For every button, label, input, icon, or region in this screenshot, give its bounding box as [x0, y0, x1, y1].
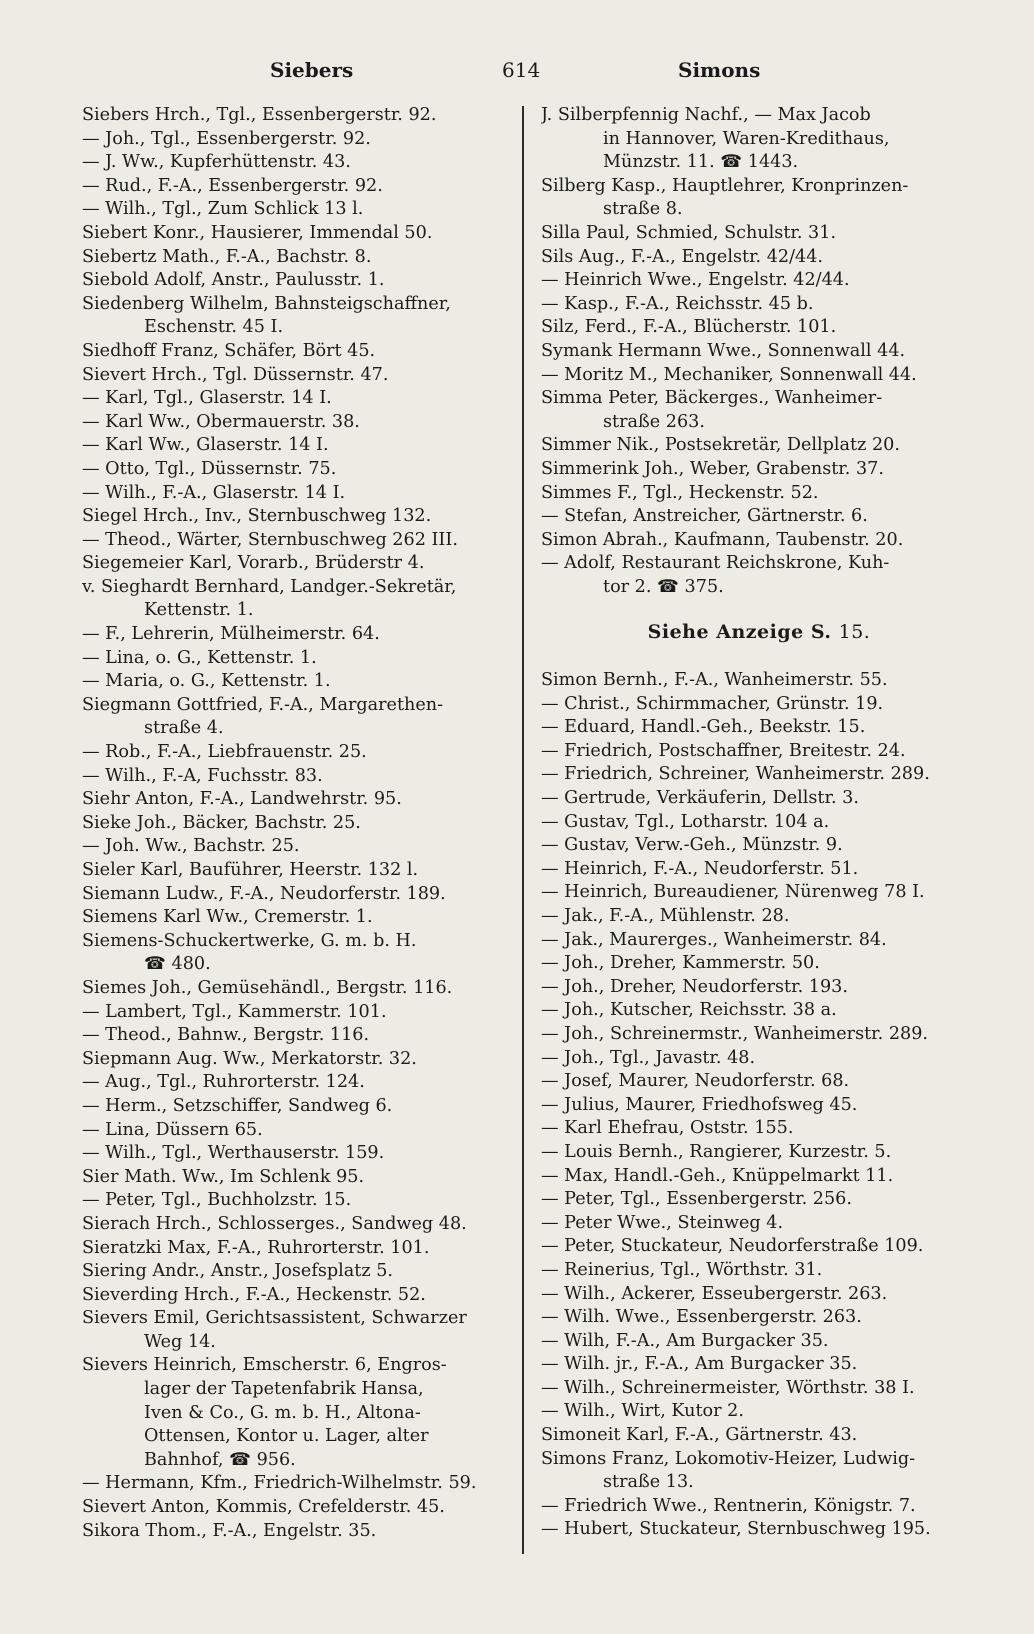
directory-entry: [82, 835, 510, 859]
entry-line: Sils Aug., F.-A., Engelstr. 42/44.: [541, 246, 824, 267]
directory-entry: [541, 1259, 977, 1283]
directory-entry: [541, 222, 977, 246]
directory-entry: [82, 1307, 510, 1354]
entry-line: Siegmann Gottfried, F.-A., Margarethen-: [82, 694, 444, 715]
entry-line: — Gertrude, Verkäuferin, Dellstr. 3.: [541, 788, 859, 809]
directory-entry: [541, 1094, 977, 1118]
entry-line: — Otto, Tgl., Düssernstr. 75.: [82, 458, 337, 479]
header-left-keyword: Siebers: [270, 58, 354, 82]
directory-entry: [82, 151, 510, 175]
directory-entry: [541, 858, 977, 882]
entry-line: Sierach Hrch., Schlosserges., Sandweg 48.: [82, 1213, 467, 1234]
entry-line: — J. Ww., Kupferhüttenstr. 43.: [82, 152, 351, 173]
entry-line: — Gustav, Verw.-Geh., Münzstr. 9.: [541, 835, 843, 856]
entry-line: — Theod., Wärter, Sternbuschweg 262 III.: [82, 529, 458, 550]
entry-line: Siebert Konr., Hausierer, Immendal 50.: [82, 222, 433, 243]
directory-entry: [82, 104, 510, 128]
directory-entry: [541, 740, 977, 764]
directory-entry: [82, 222, 510, 246]
entry-continuation-line: straße 263.: [603, 411, 705, 432]
directory-entry: [541, 1141, 977, 1165]
directory-entry: [82, 930, 510, 977]
entry-line: — Herm., Setzschiffer, Sandweg 6.: [82, 1095, 393, 1116]
entry-line: — Lina, Düssern 65.: [82, 1119, 263, 1140]
directory-entry: [82, 1284, 510, 1308]
entry-continuation-line: Weg 14.: [144, 1331, 216, 1352]
entry-line: — Hubert, Stuckateur, Sternbuschweg 195.: [541, 1519, 931, 1540]
entry-line: — Friedrich, Schreiner, Wanheimerstr. 289.: [541, 764, 930, 785]
entry-line: Siegel Hrch., Inv., Sternbuschweg 132.: [82, 506, 432, 527]
entry-line: Sievert Hrch., Tgl. Düssernstr. 47.: [82, 364, 389, 385]
directory-entry: [82, 859, 510, 883]
entry-line: Sievert Anton, Kommis, Crefelderstr. 45.: [82, 1497, 445, 1518]
directory-entry: [541, 1023, 977, 1047]
left-column: [82, 104, 510, 1543]
entry-line: Siedhoff Franz, Schäfer, Bört 45.: [82, 340, 376, 361]
directory-entry: [541, 999, 977, 1023]
entry-line: — Lina, o. G., Kettenstr. 1.: [82, 647, 317, 668]
entry-line: — Wilh., Ackerer, Esseubergerstr. 263.: [541, 1283, 888, 1304]
directory-entry: [541, 834, 977, 858]
entry-line: Siemens-Schuckertwerke, G. m. b. H.: [82, 930, 417, 951]
entry-line: Siemes Joh., Gemüsehändl., Bergstr. 116.: [82, 977, 453, 998]
entry-line: Siemens Karl Ww., Cremerstr. 1.: [82, 907, 373, 928]
entry-line: Siemann Ludw., F.-A., Neudorferstr. 189.: [82, 883, 446, 904]
entry-line: Simmes F., Tgl., Heckenstr. 52.: [541, 482, 819, 503]
entry-line: — Wilh., Schreinermeister, Wörthstr. 38 I.: [541, 1377, 915, 1398]
entry-line: — Joh., Dreher, Neudorferstr. 193.: [541, 976, 848, 997]
entry-line: — Karl Ehefrau, Oststr. 155.: [541, 1118, 794, 1139]
entry-line: Silla Paul, Schmied, Schulstr. 31.: [541, 222, 837, 243]
entry-continuation-line: lager der Tapetenfabrik Hansa,: [144, 1379, 424, 1400]
entry-line: — Josef, Maurer, Neudorferstr. 68.: [541, 1071, 850, 1092]
entry-continuation-line: straße 4.: [144, 718, 224, 739]
directory-entry: [82, 1071, 510, 1095]
entry-line: — Karl, Tgl., Glaserstr. 14 I.: [82, 388, 332, 409]
entry-line: — Jak., Maurerges., Wanheimerstr. 84.: [541, 929, 887, 950]
directory-entry: [82, 694, 510, 741]
entry-line: Sieratzki Max, F.-A., Ruhrorterstr. 101.: [82, 1237, 430, 1258]
entry-line: — Adolf, Restaurant Reichskrone, Kuh-: [541, 553, 890, 574]
entry-line: — Louis Bernh., Rangierer, Kurzestr. 5.: [541, 1141, 892, 1162]
directory-entry: [82, 1189, 510, 1213]
entry-line: Silberg Kasp., Hauptlehrer, Kronprinzen-: [541, 175, 909, 196]
entry-line: — Peter, Stuckateur, Neudorferstraße 109.: [541, 1236, 924, 1257]
directory-entry: [82, 482, 510, 506]
directory-entry: [541, 552, 977, 599]
directory-entry: [541, 1495, 977, 1519]
directory-entry: [541, 1188, 977, 1212]
directory-entry: [541, 246, 977, 270]
directory-entry: [541, 505, 977, 529]
entry-line: J. Silberpfennig Nachf., — Max Jacob: [541, 105, 871, 125]
directory-entry: [82, 458, 510, 482]
directory-entry: [82, 340, 510, 364]
directory-entry: [541, 1283, 977, 1307]
entry-line: Sieler Karl, Bauführer, Heerstr. 132 l.: [82, 860, 419, 880]
entry-line: — F., Lehrerin, Mülheimerstr. 64.: [82, 624, 380, 645]
entry-line: — Moritz M., Mechaniker, Sonnenwall 44.: [541, 364, 917, 385]
directory-entry: [82, 293, 510, 340]
entry-line: — Theod., Bahnw., Bergstr. 116.: [82, 1025, 370, 1046]
entry-line: v. Sieghardt Bernhard, Landger.-Sekretär,: [82, 576, 457, 597]
directory-entry: [82, 364, 510, 388]
entry-line: — Peter, Tgl., Buchholzstr. 15.: [82, 1190, 352, 1211]
directory-entry: [82, 1237, 510, 1261]
right-column-bottom: [541, 669, 977, 1542]
entry-line: Simon Bernh., F.-A., Wanheimerstr. 55.: [541, 670, 888, 691]
directory-entry: [541, 458, 977, 482]
entry-line: — Heinrich, F.-A., Neudorferstr. 51.: [541, 858, 859, 879]
directory-entry: [82, 434, 510, 458]
directory-entry: [541, 1165, 977, 1189]
entry-line: — Heinrich Wwe., Engelstr. 42/44.: [541, 270, 850, 291]
right-column-top: [541, 104, 977, 599]
entry-line: Sieke Joh., Bäcker, Bachstr. 25.: [82, 812, 361, 833]
entry-line: — Wilh., Tgl., Zum Schlick 13 l.: [82, 199, 364, 220]
right-column: [541, 104, 977, 1542]
entry-continuation-line: straße 13.: [603, 1472, 694, 1493]
directory-entry: [82, 552, 510, 576]
entry-line: Sier Math. Ww., Im Schlenk 95.: [82, 1166, 365, 1187]
directory-entry: [82, 411, 510, 435]
entry-line: Sikora Thom., F.-A., Engelstr. 35.: [82, 1520, 377, 1541]
entry-line: — Maria, o. G., Kettenstr. 1.: [82, 671, 331, 692]
directory-entry: [82, 175, 510, 199]
entry-line: — Eduard, Handl.-Geh., Beekstr. 15.: [541, 717, 866, 738]
directory-entry: [541, 693, 977, 717]
entry-line: — Karl Ww., Glaserstr. 14 I.: [82, 435, 329, 456]
directory-entry: [541, 1235, 977, 1259]
entry-line: — Peter Wwe., Steinweg 4.: [541, 1212, 784, 1233]
entry-line: Silz, Ferd., F.-A., Blücherstr. 101.: [541, 317, 837, 338]
directory-entry: [82, 269, 510, 293]
directory-entry: [541, 1518, 977, 1542]
directory-entry: [541, 387, 977, 434]
advertisement-page: 15.: [838, 621, 871, 644]
entry-continuation-line: ☎ 480.: [144, 954, 211, 975]
directory-entry: [82, 576, 510, 623]
advertisement-text: Siehe Anzeige S.: [647, 621, 832, 644]
entry-line: Sievers Emil, Gerichtsassistent, Schwarzer: [82, 1308, 467, 1329]
directory-entry: [541, 1306, 977, 1330]
directory-entry: [82, 670, 510, 694]
directory-entry: [82, 1166, 510, 1190]
entry-line: Simon Abrah., Kaufmann, Taubenstr. 20.: [541, 529, 904, 550]
directory-entry: [541, 482, 977, 506]
directory-entry: [82, 883, 510, 907]
directory-entry: [541, 1424, 977, 1448]
directory-entry: [82, 906, 510, 930]
entry-line: — Stefan, Anstreicher, Gärtnerstr. 6.: [541, 506, 868, 527]
directory-entry: [541, 787, 977, 811]
advertisement-reference: [541, 621, 977, 645]
directory-entry: [541, 716, 977, 740]
directory-entry: [541, 669, 977, 693]
directory-entry: [82, 387, 510, 411]
directory-entry: [541, 1070, 977, 1094]
directory-entry: [82, 977, 510, 1001]
directory-entry: [541, 1400, 977, 1424]
entry-line: Simons Franz, Lokomotiv-Heizer, Ludwig-: [541, 1448, 916, 1469]
directory-entry: [541, 340, 977, 364]
directory-entry: [541, 1117, 977, 1141]
directory-entry: [541, 1448, 977, 1495]
directory-entry: [82, 788, 510, 812]
entry-line: Sievers Heinrich, Emscherstr. 6, Engros-: [82, 1355, 447, 1376]
directory-entry: [82, 1142, 510, 1166]
column-divider: [522, 106, 524, 1554]
directory-entry: [541, 104, 977, 175]
entry-line: — Max, Handl.-Geh., Knüppelmarkt 11.: [541, 1165, 894, 1186]
directory-entry: [82, 1095, 510, 1119]
entry-line: Siepmann Aug. Ww., Merkatorstr. 32.: [82, 1048, 417, 1069]
entry-line: — Wilh., F.-A, Fuchsstr. 83.: [82, 765, 323, 786]
entry-line: — Friedrich Wwe., Rentnerin, Königstr. 7.: [541, 1495, 916, 1516]
directory-entry: [82, 1496, 510, 1520]
entry-line: Simmer Nik., Postsekretär, Dellplatz 20.: [541, 435, 900, 456]
directory-entry: [82, 1520, 510, 1544]
directory-entry: [541, 1212, 977, 1236]
entry-line: Siebertz Math., F.-A., Bachstr. 8.: [82, 246, 372, 267]
entry-line: — Jak., F.-A., Mühlenstr. 28.: [541, 906, 790, 926]
entry-line: — Rud., F.-A., Essenbergerstr. 92.: [82, 175, 383, 196]
directory-entry: [82, 1260, 510, 1284]
entry-line: — Joh. Ww., Bachstr. 25.: [82, 836, 300, 857]
entry-line: — Kasp., F.-A., Reichsstr. 45 b.: [541, 293, 814, 314]
entry-line: Sieverding Hrch., F.-A., Heckenstr. 52.: [82, 1284, 426, 1305]
entry-continuation-line: straße 8.: [603, 199, 683, 220]
page-header: [78, 58, 978, 90]
directory-entry: [82, 765, 510, 789]
directory-entry: [541, 952, 977, 976]
entry-line: — Joh., Schreinermstr., Wanheimerstr. 289.: [541, 1023, 929, 1044]
directory-entry: [541, 976, 977, 1000]
entry-line: — Aug., Tgl., Ruhrorterstr. 124.: [82, 1072, 365, 1093]
entry-continuation-line: Eschenstr. 45 I.: [144, 317, 284, 338]
directory-entry: [541, 434, 977, 458]
directory-entry: [541, 1377, 977, 1401]
entry-line: — Joh., Kutscher, Reichsstr. 38 a.: [541, 1000, 837, 1021]
directory-entry: [82, 623, 510, 647]
entry-line: Symank Hermann Wwe., Sonnenwall 44.: [541, 340, 906, 361]
directory-entry: [82, 128, 510, 152]
directory-entry: [541, 269, 977, 293]
directory-entry: [541, 811, 977, 835]
entry-line: — Joh., Dreher, Kammerstr. 50.: [541, 953, 820, 974]
directory-entry: [82, 741, 510, 765]
entry-continuation-line: tor 2. ☎ 375.: [603, 576, 724, 597]
directory-entry: [82, 1354, 510, 1472]
entry-line: Siebers Hrch., Tgl., Essenbergerstr. 92.: [82, 105, 437, 125]
directory-entry: [82, 1001, 510, 1025]
entry-line: — Wilh., Wirt, Kutor 2.: [541, 1401, 744, 1422]
entry-line: — Wilh, F.-A., Am Burgacker 35.: [541, 1330, 829, 1351]
entry-line: — Karl Ww., Obermauerstr. 38.: [82, 411, 360, 432]
entry-line: — Christ., Schirmmacher, Grünstr. 19.: [541, 693, 884, 714]
entry-line: — Wilh., Tgl., Werthauserstr. 159.: [82, 1143, 385, 1164]
entry-line: — Hermann, Kfm., Friedrich-Wilhelmstr. 59.: [82, 1473, 477, 1494]
entry-line: — Joh., Tgl., Javastr. 48.: [541, 1047, 756, 1068]
entry-continuation-line: Iven & Co., G. m. b. H., Altona-: [144, 1402, 421, 1423]
entry-line: — Wilh. jr., F.-A., Am Burgacker 35.: [541, 1354, 858, 1375]
directory-entry: [541, 1047, 977, 1071]
header-right-keyword: Simons: [678, 58, 761, 82]
directory-entry: [541, 905, 977, 929]
entry-line: Siebold Adolf, Anstr., Paulusstr. 1.: [82, 270, 385, 291]
directory-entry: [82, 198, 510, 222]
directory-entry: [82, 1119, 510, 1143]
entry-line: Siehr Anton, F.-A., Landwehrstr. 95.: [82, 789, 402, 810]
directory-entry: [82, 505, 510, 529]
entry-line: Simoneit Karl, F.-A., Gärtnerstr. 43.: [541, 1425, 858, 1446]
entry-line: — Reinerius, Tgl., Wörthstr. 31.: [541, 1259, 823, 1280]
directory-entry: [82, 1472, 510, 1496]
directory-entry: [541, 1353, 977, 1377]
entry-line: Siering Andr., Anstr., Josefsplatz 5.: [82, 1261, 393, 1282]
entry-line: — Peter, Tgl., Essenbergerstr. 256.: [541, 1189, 852, 1210]
directory-entry: [541, 1330, 977, 1354]
entry-line: — Gustav, Tgl., Lotharstr. 104 a.: [541, 811, 830, 832]
entry-line: — Lambert, Tgl., Kammerstr. 101.: [82, 1001, 387, 1022]
directory-entry: [82, 1048, 510, 1072]
directory-entry: [541, 316, 977, 340]
directory-entry: [541, 175, 977, 222]
directory-entry: [82, 812, 510, 836]
entry-line: Siegemeier Karl, Vorarb., Brüderstr 4.: [82, 553, 425, 574]
directory-entry: [541, 929, 977, 953]
entry-line: — Friedrich, Postschaffner, Breitestr. 24.: [541, 740, 906, 761]
entry-line: — Julius, Maurer, Friedhofsweg 45.: [541, 1094, 858, 1115]
directory-entry: [541, 364, 977, 388]
entry-line: Simmerink Joh., Weber, Grabenstr. 37.: [541, 458, 884, 479]
directory-entry: [541, 763, 977, 787]
entry-continuation-line: Ottensen, Kontor u. Lager, alter: [144, 1426, 429, 1447]
directory-entry: [82, 647, 510, 671]
entry-line: — Wilh., F.-A., Glaserstr. 14 I.: [82, 482, 346, 503]
directory-entry: [82, 529, 510, 553]
directory-entry: [541, 529, 977, 553]
entry-continuation-line: in Hannover, Waren-Kredithaus,: [603, 128, 890, 149]
directory-entry: [82, 1024, 510, 1048]
entry-line: — Wilh. Wwe., Essenbergerstr. 263.: [541, 1307, 862, 1328]
directory-entry: [82, 1213, 510, 1237]
entry-continuation-line: Münzstr. 11. ☎ 1443.: [603, 152, 799, 173]
directory-entry: [541, 293, 977, 317]
entry-continuation-line: Kettenstr. 1.: [144, 600, 254, 621]
entry-line: Siedenberg Wilhelm, Bahnsteigschaffner,: [82, 293, 451, 314]
entry-line: — Heinrich, Bureaudiener, Nürenweg 78 I.: [541, 882, 925, 903]
page-number: 614: [502, 58, 541, 82]
entry-line: — Joh., Tgl., Essenbergerstr. 92.: [82, 128, 371, 149]
directory-entry: [541, 881, 977, 905]
directory-entry: [82, 246, 510, 270]
entry-line: Simma Peter, Bäckerges., Wanheimer-: [541, 388, 883, 409]
entry-line: — Rob., F.-A., Liebfrauenstr. 25.: [82, 742, 367, 763]
entry-continuation-line: Bahnhof, ☎ 956.: [144, 1449, 296, 1470]
